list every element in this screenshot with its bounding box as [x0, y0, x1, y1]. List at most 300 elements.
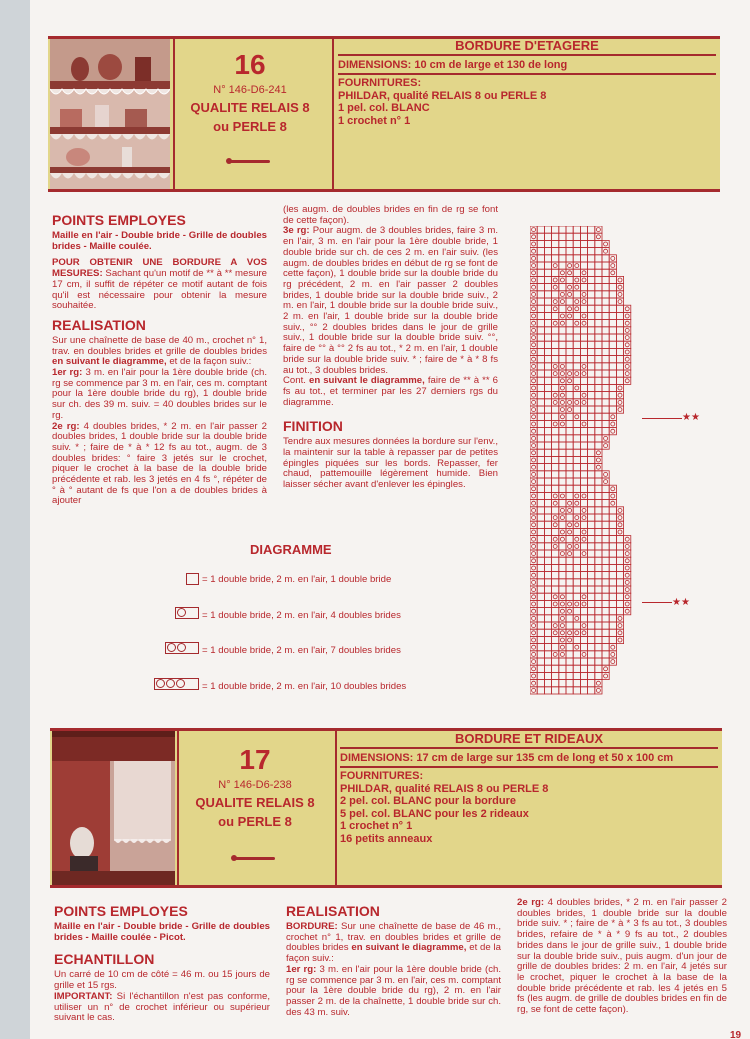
grid-cell [552, 240, 559, 247]
grid-cell [530, 456, 537, 463]
grid-cell [552, 672, 559, 679]
grid-cell [537, 456, 544, 463]
grid-cell [595, 687, 602, 694]
filled-mesh-dot [568, 638, 572, 642]
grid-cell [624, 579, 631, 586]
grid-cell [559, 334, 566, 341]
grid-cell [537, 255, 544, 262]
grid-cell [595, 384, 602, 391]
grid-cell [566, 600, 573, 607]
filled-mesh-dot [582, 393, 586, 397]
filled-mesh-dot [532, 235, 536, 239]
grid-cell [559, 262, 566, 269]
grid-cell [602, 665, 609, 672]
filled-mesh-dot [553, 321, 557, 325]
filled-mesh-dot [625, 372, 629, 376]
grid-cell [530, 435, 537, 442]
filled-mesh-dot [568, 372, 572, 376]
grid-cell [588, 629, 595, 636]
grid-cell [544, 658, 551, 665]
paragraph: Sur une chaînette de base de 46 m., crochet n° 1, trav. en doubles brides et grille de doubles brides [286, 921, 501, 954]
grid-cell [566, 564, 573, 571]
grid-cell [580, 456, 587, 463]
grid-cell [573, 564, 580, 571]
grid-cell [530, 320, 537, 327]
emphasis: BORDURE: [286, 921, 338, 932]
grid-cell [552, 262, 559, 269]
grid-cell [559, 312, 566, 319]
grid-cell [588, 622, 595, 629]
grid-cell [580, 629, 587, 636]
grid-cell [552, 428, 559, 435]
grid-cell [624, 370, 631, 377]
grid-cell [588, 312, 595, 319]
grid-cell [580, 615, 587, 622]
grid-cell [588, 413, 595, 420]
filled-mesh-dot [596, 688, 600, 692]
grid-cell [573, 629, 580, 636]
filled-mesh-dot [568, 631, 572, 635]
filled-mesh-dot [575, 400, 579, 404]
open-mesh-symbol [186, 573, 199, 585]
grid-cell [566, 377, 573, 384]
grid-cell [602, 644, 609, 651]
grid-cell [566, 305, 573, 312]
grid-cell [573, 521, 580, 528]
grid-cell [595, 615, 602, 622]
filled-mesh-dot [560, 645, 564, 649]
magazine-page [30, 0, 750, 1039]
grid-cell [559, 298, 566, 305]
diagram-title: DIAGRAMME [250, 542, 332, 557]
grid-cell [544, 615, 551, 622]
grid-cell [552, 456, 559, 463]
grid-cell [602, 356, 609, 363]
pattern-17-id [180, 745, 330, 829]
grid-cell [566, 291, 573, 298]
filled-mesh-dot [553, 544, 557, 548]
grid-cell [602, 363, 609, 370]
grid-cell [573, 651, 580, 658]
grid-cell [580, 284, 587, 291]
grid-cell [624, 312, 631, 319]
grid-cell [544, 456, 551, 463]
grid-cell [530, 312, 537, 319]
legend-item: = 1 double bride, 2 m. en l'air, 10 doubles brides [202, 681, 407, 692]
grid-cell [588, 521, 595, 528]
grid-cell [573, 500, 580, 507]
filled-mesh-dot [532, 544, 536, 548]
grid-cell [530, 636, 537, 643]
grid-cell [588, 658, 595, 665]
grid-cell [580, 471, 587, 478]
grid-cell [530, 384, 537, 391]
filled-mesh-dot [611, 645, 615, 649]
grid-cell [573, 298, 580, 305]
grid-cell [595, 305, 602, 312]
paragraph: Sachant qu'un motif de ** à ** mesure 17 cm, il suffit de répéter ce motif autant de fois qu'il est nécessaire pour obtenir la mesure souhaitée. [52, 268, 267, 312]
filled-mesh-dot [532, 523, 536, 527]
filled-mesh-dot [582, 372, 586, 376]
filled-mesh-dot [611, 422, 615, 426]
grid-cell [530, 348, 537, 355]
grid-cell [544, 363, 551, 370]
supply-item: 5 pel. col. BLANC pour les 2 rideaux [340, 807, 529, 820]
filled-mesh-dot [568, 400, 572, 404]
grid-cell [595, 586, 602, 593]
grid-cell [573, 233, 580, 240]
grid-cell [559, 428, 566, 435]
grid-cell [566, 226, 573, 233]
filled-mesh-dot [532, 228, 536, 232]
filled-mesh-dot [532, 285, 536, 289]
grid-cell [559, 636, 566, 643]
grid-cell [580, 312, 587, 319]
grid-cell [544, 413, 551, 420]
grid-cell [559, 478, 566, 485]
grid-cell [609, 377, 616, 384]
grid-cell [616, 320, 623, 327]
grid-cell [580, 514, 587, 521]
header-divider [332, 39, 334, 189]
filled-mesh-dot [532, 552, 536, 556]
grid-cell [595, 442, 602, 449]
filled-mesh-dot [575, 494, 579, 498]
filled-mesh-dot [553, 393, 557, 397]
grid-cell [573, 636, 580, 643]
grid-cell [559, 420, 566, 427]
grid-cell [566, 680, 573, 687]
grid-cell [580, 327, 587, 334]
grid-cell [580, 507, 587, 514]
filled-mesh-dot [532, 508, 536, 512]
grid-cell [588, 687, 595, 694]
grid-cell [609, 658, 616, 665]
dimensions: DIMENSIONS: 10 cm de large et 130 de long [338, 59, 716, 76]
grid-cell [566, 320, 573, 327]
grid-cell [566, 521, 573, 528]
filled-mesh-dot [596, 458, 600, 462]
grid-cell [552, 564, 559, 571]
grid-cell [573, 305, 580, 312]
grid-cell [544, 593, 551, 600]
grid-cell [573, 420, 580, 427]
filled-mesh-dot [560, 516, 564, 520]
grid-cell [609, 528, 616, 535]
filled-mesh-dot [553, 624, 557, 628]
grid-cell [609, 550, 616, 557]
grid-cell [580, 233, 587, 240]
grid-cell [595, 572, 602, 579]
grid-cell [559, 507, 566, 514]
paragraph: Un carré de 10 cm de côté = 46 m. ou 15 jours de grille et 15 rgs. [54, 969, 270, 992]
grid-cell [552, 557, 559, 564]
grid-cell [602, 514, 609, 521]
grid-cell [530, 240, 537, 247]
grid-cell [530, 528, 537, 535]
filled-mesh-dot [568, 379, 572, 383]
grid-cell [530, 665, 537, 672]
row-label: 2e rg: [517, 897, 545, 908]
grid-cell [530, 514, 537, 521]
grid-cell [566, 341, 573, 348]
grid-cell [566, 428, 573, 435]
grid-cell [530, 420, 537, 427]
filled-mesh-dot [618, 285, 622, 289]
grid-cell [544, 435, 551, 442]
grid-cell [552, 384, 559, 391]
grid-cell [530, 471, 537, 478]
grid-cell [602, 478, 609, 485]
grid-cell [552, 334, 559, 341]
legend-item: = 1 double bride, 2 m. en l'air, 4 doubles brides [202, 610, 401, 621]
filled-mesh-dot [625, 307, 629, 311]
grid-cell [530, 262, 537, 269]
grid-cell [616, 557, 623, 564]
grid-cell [580, 658, 587, 665]
grid-cell [602, 600, 609, 607]
filled-mesh-dot [553, 523, 557, 527]
filled-mesh-dot [553, 537, 557, 541]
grid-cell [530, 507, 537, 514]
grid-cell [616, 536, 623, 543]
grid-cell [537, 485, 544, 492]
grid-cell [552, 413, 559, 420]
grid-cell [573, 363, 580, 370]
filled-mesh-dot [625, 379, 629, 383]
grid-cell [573, 687, 580, 694]
grid-cell [580, 528, 587, 535]
grid-cell [595, 456, 602, 463]
filled-mesh-dot [618, 530, 622, 534]
grid-cell [530, 399, 537, 406]
grid-cell [559, 406, 566, 413]
grid-cell [580, 449, 587, 456]
grid-cell [537, 651, 544, 658]
grid-cell [588, 348, 595, 355]
grid-cell [566, 500, 573, 507]
grid-cell [573, 586, 580, 593]
grid-cell [537, 356, 544, 363]
grid-cell [588, 276, 595, 283]
grid-cell [595, 536, 602, 543]
grid-cell [588, 586, 595, 593]
crochet-hook-icon [235, 857, 275, 860]
filled-mesh-dot [611, 487, 615, 491]
grid-cell [588, 608, 595, 615]
grid-cell [566, 593, 573, 600]
grid-cell [616, 370, 623, 377]
grid-cell [588, 399, 595, 406]
grid-cell [609, 262, 616, 269]
grid-cell [544, 276, 551, 283]
grid-cell [566, 370, 573, 377]
filled-mesh-dot [582, 530, 586, 534]
filled-mesh-dot [575, 300, 579, 304]
grid-cell [559, 687, 566, 694]
filled-mesh-dot [618, 624, 622, 628]
grid-cell [552, 298, 559, 305]
grid-cell [530, 687, 537, 694]
shelf-edging-photo [50, 39, 170, 189]
filled-mesh-dot [582, 494, 586, 498]
filled-mesh-dot [560, 271, 564, 275]
filled-mesh-dot [575, 321, 579, 325]
filled-mesh-dot [568, 609, 572, 613]
filled-mesh-dot [532, 638, 536, 642]
grid-cell [544, 291, 551, 298]
grid-cell [552, 471, 559, 478]
filled-mesh-dot [618, 386, 622, 390]
paragraph: 3 m. en l'air pour la 1ère double bride (ch. rg se commence par 3 m. en l'air, ces m. comptant pour la 1ère double bride du rg), 2 m. en l'air passer 2 m. de la chaînette, 1 double bride sur ch. des 43 m. suiv. [286, 963, 501, 1018]
filled-mesh-dot [582, 552, 586, 556]
grid-cell [559, 248, 566, 255]
grid-cell [566, 276, 573, 283]
grid-cell [609, 406, 616, 413]
grid-cell [588, 226, 595, 233]
grid-cell [566, 687, 573, 694]
grid-cell [544, 651, 551, 658]
grid-cell [573, 399, 580, 406]
grid-cell [544, 406, 551, 413]
grid-cell [588, 262, 595, 269]
p17-column-3 [517, 898, 727, 1016]
grid-cell [602, 672, 609, 679]
grid-cell [602, 327, 609, 334]
grid-cell [552, 593, 559, 600]
filled-mesh-dot [611, 256, 615, 260]
grid-cell [530, 341, 537, 348]
filled-mesh-dot [560, 422, 564, 426]
grid-cell [624, 543, 631, 550]
filled-mesh-dot [611, 264, 615, 268]
filled-mesh-dot [560, 616, 564, 620]
grid-cell [588, 464, 595, 471]
filled-mesh-dot [604, 667, 608, 671]
grid-cell [580, 644, 587, 651]
grid-cell [559, 680, 566, 687]
grid-cell [537, 276, 544, 283]
grid-cell [580, 572, 587, 579]
grid-cell [552, 485, 559, 492]
grid-cell [602, 543, 609, 550]
grid-cell [595, 500, 602, 507]
grid-cell [609, 564, 616, 571]
grid-cell [595, 291, 602, 298]
grid-cell [552, 687, 559, 694]
filled-mesh-dot [582, 516, 586, 520]
grid-cell [580, 608, 587, 615]
grid-cell [530, 564, 537, 571]
filled-mesh-dot [568, 523, 572, 527]
filled-mesh-dot [582, 624, 586, 628]
grid-cell [595, 550, 602, 557]
grid-cell [624, 305, 631, 312]
grid-cell [552, 514, 559, 521]
grid-cell [544, 298, 551, 305]
grid-cell [544, 320, 551, 327]
grid-cell [559, 449, 566, 456]
grid-cell [530, 248, 537, 255]
filled-mesh-dot [553, 278, 557, 282]
grid-cell [573, 593, 580, 600]
grid-cell [595, 672, 602, 679]
filled-mesh-symbol-2 [165, 642, 199, 654]
grid-cell [559, 327, 566, 334]
filled-mesh-dot [618, 638, 622, 642]
paragraph: Si l'échantillon n'est pas conforme, utiliser un n° de crochet inférieur ou supérieur suivant le cas. [54, 990, 270, 1024]
filled-mesh-dot [618, 408, 622, 412]
grid-cell [537, 269, 544, 276]
filled-mesh-dot [532, 652, 536, 656]
filled-mesh-dot [568, 408, 572, 412]
grid-cell [602, 384, 609, 391]
filled-mesh-dot [582, 292, 586, 296]
section-heading: POINTS EMPLOYES [54, 903, 188, 919]
grid-cell [566, 658, 573, 665]
stitches-list: Maille en l'air - Double bride - Grille de doubles brides - Maille coulée - Picot. [54, 921, 270, 943]
filled-mesh-dot [582, 631, 586, 635]
grid-cell [609, 341, 616, 348]
grid-cell [602, 485, 609, 492]
grid-cell [588, 291, 595, 298]
grid-cell [588, 500, 595, 507]
quality-line: ou PERLE 8 [213, 119, 287, 134]
filled-mesh-dot [568, 264, 572, 268]
grid-cell [544, 543, 551, 550]
grid-cell [595, 255, 602, 262]
grid-cell [552, 341, 559, 348]
grid-cell [537, 600, 544, 607]
grid-cell [595, 399, 602, 406]
filled-mesh-dot [532, 249, 536, 253]
grid-cell [573, 320, 580, 327]
supply-item: 1 crochet n° 1 [338, 114, 411, 127]
filled-mesh-dot [532, 278, 536, 282]
filled-mesh-dot [575, 523, 579, 527]
grid-cell [537, 514, 544, 521]
filled-mesh-dot [560, 314, 564, 318]
filled-mesh-dot [532, 588, 536, 592]
grid-cell [595, 348, 602, 355]
filled-mesh-dot [560, 278, 564, 282]
grid-cell [530, 305, 537, 312]
filled-mesh-dot [553, 372, 557, 376]
grid-cell [537, 298, 544, 305]
filled-mesh-dot [568, 530, 572, 534]
grid-cell [537, 226, 544, 233]
grid-cell [566, 492, 573, 499]
grid-cell [624, 586, 631, 593]
grid-cell [530, 492, 537, 499]
grid-cell [588, 572, 595, 579]
grid-cell [559, 528, 566, 535]
grid-cell [552, 406, 559, 413]
grid-cell [544, 233, 551, 240]
grid-cell [595, 298, 602, 305]
grid-cell [616, 600, 623, 607]
filled-mesh-dot [532, 487, 536, 491]
grid-cell [602, 312, 609, 319]
grid-cell [595, 284, 602, 291]
grid-cell [530, 428, 537, 435]
filled-mesh-dot [582, 537, 586, 541]
grid-cell [602, 500, 609, 507]
grid-cell [552, 305, 559, 312]
grid-cell [566, 622, 573, 629]
grid-cell [552, 500, 559, 507]
filled-mesh-dot [553, 501, 557, 505]
